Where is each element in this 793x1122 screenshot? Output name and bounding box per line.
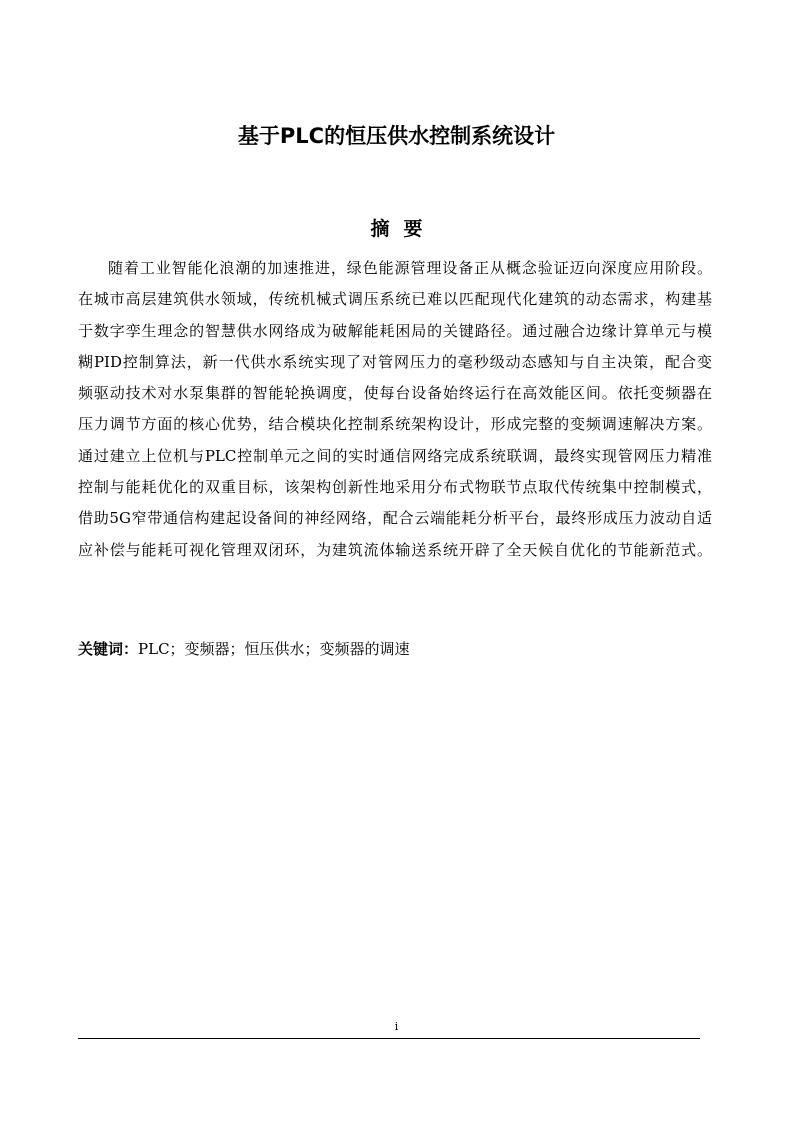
abstract-line: 糊PID控制算法，新一代供水系统实现了对管网压力的毫秒级动态感知与自主决策，配合变: [78, 352, 712, 371]
abstract-line: 借助5G窄带通信构建起设备间的神经网络，配合云端能耗分析平台，最终形成压力波动自适: [78, 509, 712, 528]
keywords-label: 关键词：: [78, 640, 139, 658]
abstract-line: 压力调节方面的核心优势，结合模块化控制系统架构设计，形成完整的变频调速解决方案。: [78, 415, 712, 434]
abstract-line: 在城市高层建筑供水领域，传统机械式调压系统已难以匹配现代化建筑的动态需求，构建基: [78, 290, 712, 309]
abstract-line: 通过建立上位机与PLC控制单元之间的实时通信网络完成系统联调，最终实现管网压力精准: [78, 446, 712, 465]
page-number: i: [394, 1020, 399, 1033]
footer-rule: [78, 1038, 700, 1039]
document-title: 基于PLC的恒压供水控制系统设计: [237, 124, 556, 148]
abstract-line: 随着工业智能化浪潮的加速推进，绿色能源管理设备正从概念验证迈向深度应用阶段。: [108, 259, 712, 277]
keywords: [78, 638, 410, 659]
abstract-body: [78, 253, 712, 566]
abstract-heading: 摘要: [370, 218, 437, 240]
abstract-line: 频驱动技术对水泵集群的智能轮换调度，使每台设备始终运行在高效能区间。依托变频器在: [78, 384, 712, 403]
abstract-line: 应补偿与能耗可视化管理双闭环，为建筑流体输送系统开辟了全天候自优化的节能新范式。: [78, 540, 712, 559]
keywords-value: PLC；变频器；恒压供水；变频器的调速: [138, 640, 410, 658]
abstract-line: 控制与能耗优化的双重目标，该架构创新性地采用分布式物联节点取代传统集中控制模式，: [78, 478, 712, 497]
abstract-line: 于数字孪生理念的智慧供水网络成为破解能耗困局的关键路径。通过融合边缘计算单元与模: [78, 321, 712, 340]
